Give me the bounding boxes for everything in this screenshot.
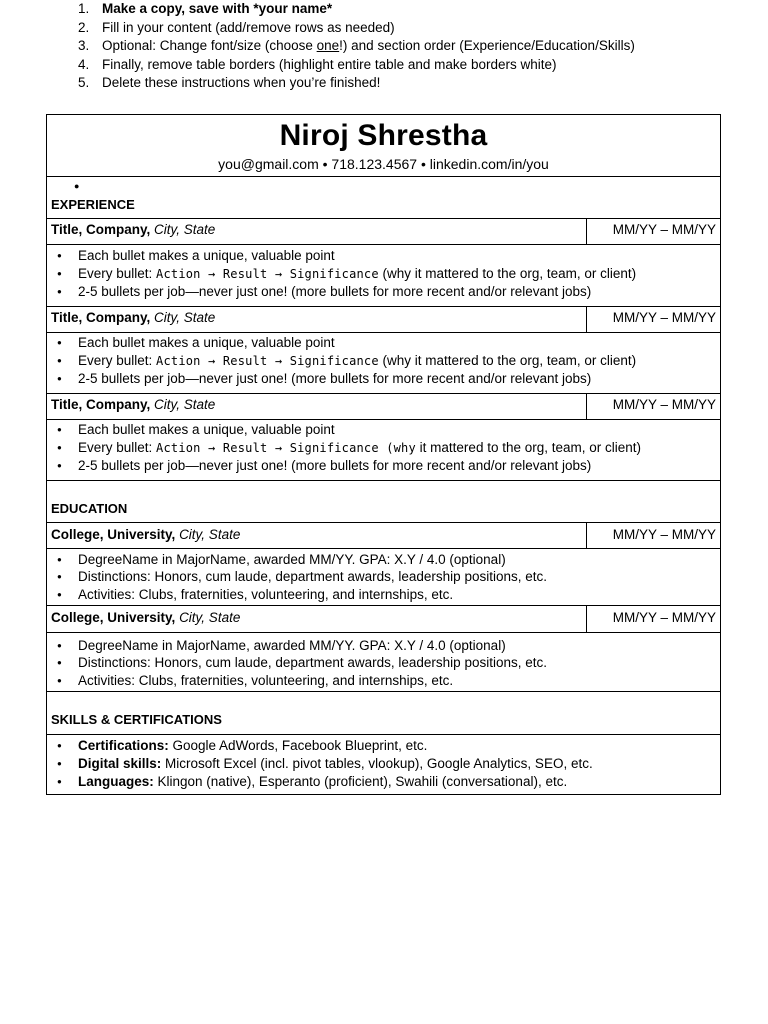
divider	[47, 691, 720, 692]
school-title-line	[51, 610, 240, 625]
divider	[47, 734, 720, 735]
divider	[47, 632, 720, 633]
instruction-text: Finally, remove table borders (highlight entire table and make borders white)	[102, 56, 557, 72]
instruction-item	[78, 0, 635, 19]
bullet-item	[57, 439, 641, 457]
instruction-text: Fill in your content (add/remove rows as needed)	[102, 19, 395, 35]
job-bullets	[57, 334, 636, 388]
instruction-number: 2.	[78, 19, 90, 35]
instruction-text: Optional: Change font/size (choose	[102, 38, 317, 53]
bullet-formula: Action → Result → Significance	[156, 267, 379, 281]
skill-text: Klingon (native), Esperanto (proficient), Swahili (conversational), etc.	[153, 774, 568, 789]
column-divider	[586, 523, 587, 548]
divider	[47, 522, 720, 523]
column-divider	[586, 219, 587, 244]
instruction-number: 1.	[78, 1, 90, 16]
divider	[47, 244, 720, 245]
bullet-formula: Action → Result → Significance (why	[156, 441, 416, 455]
divider	[47, 548, 720, 549]
job-title: Title, Company,	[51, 397, 151, 412]
bullet-item: ● Distinctions: Honors, cum laude, department awards, leadership positions, etc.	[57, 654, 547, 671]
bullet-item: ● Activities: Clubs, fraternities, volunteering, and internships, etc.	[57, 672, 547, 689]
bullet-text: Every bullet:	[78, 440, 157, 455]
skill-item	[57, 773, 593, 791]
job-location: City, State	[154, 310, 216, 325]
bullet-item: ● Activities: Clubs, fraternities, volunteering, and internships, etc.	[57, 586, 547, 603]
bullet-item	[57, 265, 636, 283]
job-bullets	[57, 247, 636, 301]
instruction-underlined-word: one	[316, 38, 340, 53]
skill-label: Certifications:	[78, 738, 169, 753]
school-title-line	[51, 527, 240, 542]
bullet-item: ● 2-5 bullets per job—never just one! (more bullets for more recent and/or relevant jobs)	[57, 457, 641, 475]
candidate-name: Niroj Shrestha	[279, 119, 488, 152]
school-location: City, State	[179, 527, 241, 542]
divider	[47, 332, 720, 333]
column-divider	[586, 394, 587, 419]
divider	[47, 306, 720, 307]
school-location: City, State	[179, 610, 241, 625]
bullet-item: ● Distinctions: Honors, cum laude, department awards, leadership positions, etc.	[57, 568, 547, 585]
school-bullets	[57, 637, 547, 689]
skill-item	[57, 755, 593, 773]
divider	[47, 176, 720, 177]
skill-label: Digital skills:	[78, 756, 162, 771]
section-heading-experience: EXPERIENCE	[51, 197, 135, 212]
section-heading-skills: SKILLS & CERTIFICATIONS	[51, 712, 222, 727]
bullet-item	[57, 352, 636, 370]
job-location: City, State	[154, 222, 216, 237]
bullet-item: ● Each bullet makes a unique, valuable point	[57, 247, 636, 265]
job-title-line	[51, 222, 215, 237]
job-title: Title, Company,	[51, 222, 151, 237]
job-title-line	[51, 310, 215, 325]
bullet-text: Every bullet:	[78, 353, 157, 368]
skill-text: Microsoft Excel (incl. pivot tables, vlookup), Google Analytics, SEO, etc.	[161, 756, 593, 771]
bullet-text: (why it mattered to the org, team, or client)	[378, 266, 637, 281]
job-title-line	[51, 397, 215, 412]
job-dates: MM/YY – MM/YY	[612, 222, 716, 237]
bullet-item: ● 2-5 bullets per job—never just one! (more bullets for more recent and/or relevant jobs)	[57, 370, 636, 388]
skill-item	[57, 737, 593, 755]
instruction-number: 3.	[78, 38, 90, 53]
resume-header	[47, 118, 720, 174]
skill-label: Languages:	[78, 774, 154, 789]
bullet-formula: Action → Result → Significance	[156, 354, 379, 368]
instruction-item	[78, 56, 635, 75]
instruction-item	[78, 19, 635, 38]
job-title: Title, Company,	[51, 310, 151, 325]
job-dates: MM/YY – MM/YY	[612, 310, 716, 325]
job-location: City, State	[154, 397, 216, 412]
school-name: College, University,	[51, 527, 176, 542]
instruction-text: Make a copy, save with *your name*	[102, 1, 333, 16]
stray-bullet: ●	[74, 181, 80, 191]
divider	[47, 218, 720, 219]
instruction-text: !) and section order (Experience/Education/Skills)	[339, 38, 635, 53]
job-bullets	[57, 421, 641, 475]
column-divider	[586, 307, 587, 332]
bullet-item: ● Each bullet makes a unique, valuable point	[57, 334, 636, 352]
school-name: College, University,	[51, 610, 176, 625]
bullet-item: ● Each bullet makes a unique, valuable point	[57, 421, 641, 439]
bullet-text: (why it mattered to the org, team, or client)	[378, 353, 637, 368]
school-bullets	[57, 551, 547, 603]
bullet-text: it mattered to the org, team, or client)	[415, 440, 642, 455]
bullet-item: ● DegreeName in MajorName, awarded MM/YY. GPA: X.Y / 4.0 (optional)	[57, 551, 547, 568]
school-dates: MM/YY – MM/YY	[612, 527, 716, 542]
bullet-text: Every bullet:	[78, 266, 157, 281]
instruction-item	[78, 37, 635, 56]
instruction-text: Delete these instructions when you’re finished!	[102, 75, 381, 90]
column-divider	[586, 606, 587, 632]
contact-info: you@gmail.com • 718.123.4567 • linkedin.com/in/you	[218, 156, 549, 172]
divider	[47, 480, 720, 481]
instructions-list	[78, 0, 635, 93]
skill-text: Google AdWords, Facebook Blueprint, etc.	[168, 738, 428, 753]
resume-table	[46, 114, 721, 795]
skills-bullets	[57, 737, 593, 791]
bullet-item: ● 2-5 bullets per job—never just one! (more bullets for more recent and/or relevant jobs)	[57, 283, 636, 301]
divider	[47, 419, 720, 420]
section-heading-education: EDUCATION	[51, 501, 128, 516]
instruction-number: 5.	[78, 75, 90, 90]
school-dates: MM/YY – MM/YY	[612, 610, 716, 625]
instruction-item	[78, 74, 635, 93]
divider	[47, 605, 720, 606]
instruction-number: 4.	[78, 56, 90, 72]
bullet-item: ● DegreeName in MajorName, awarded MM/YY. GPA: X.Y / 4.0 (optional)	[57, 637, 547, 654]
divider	[47, 393, 720, 394]
job-dates: MM/YY – MM/YY	[612, 397, 716, 412]
